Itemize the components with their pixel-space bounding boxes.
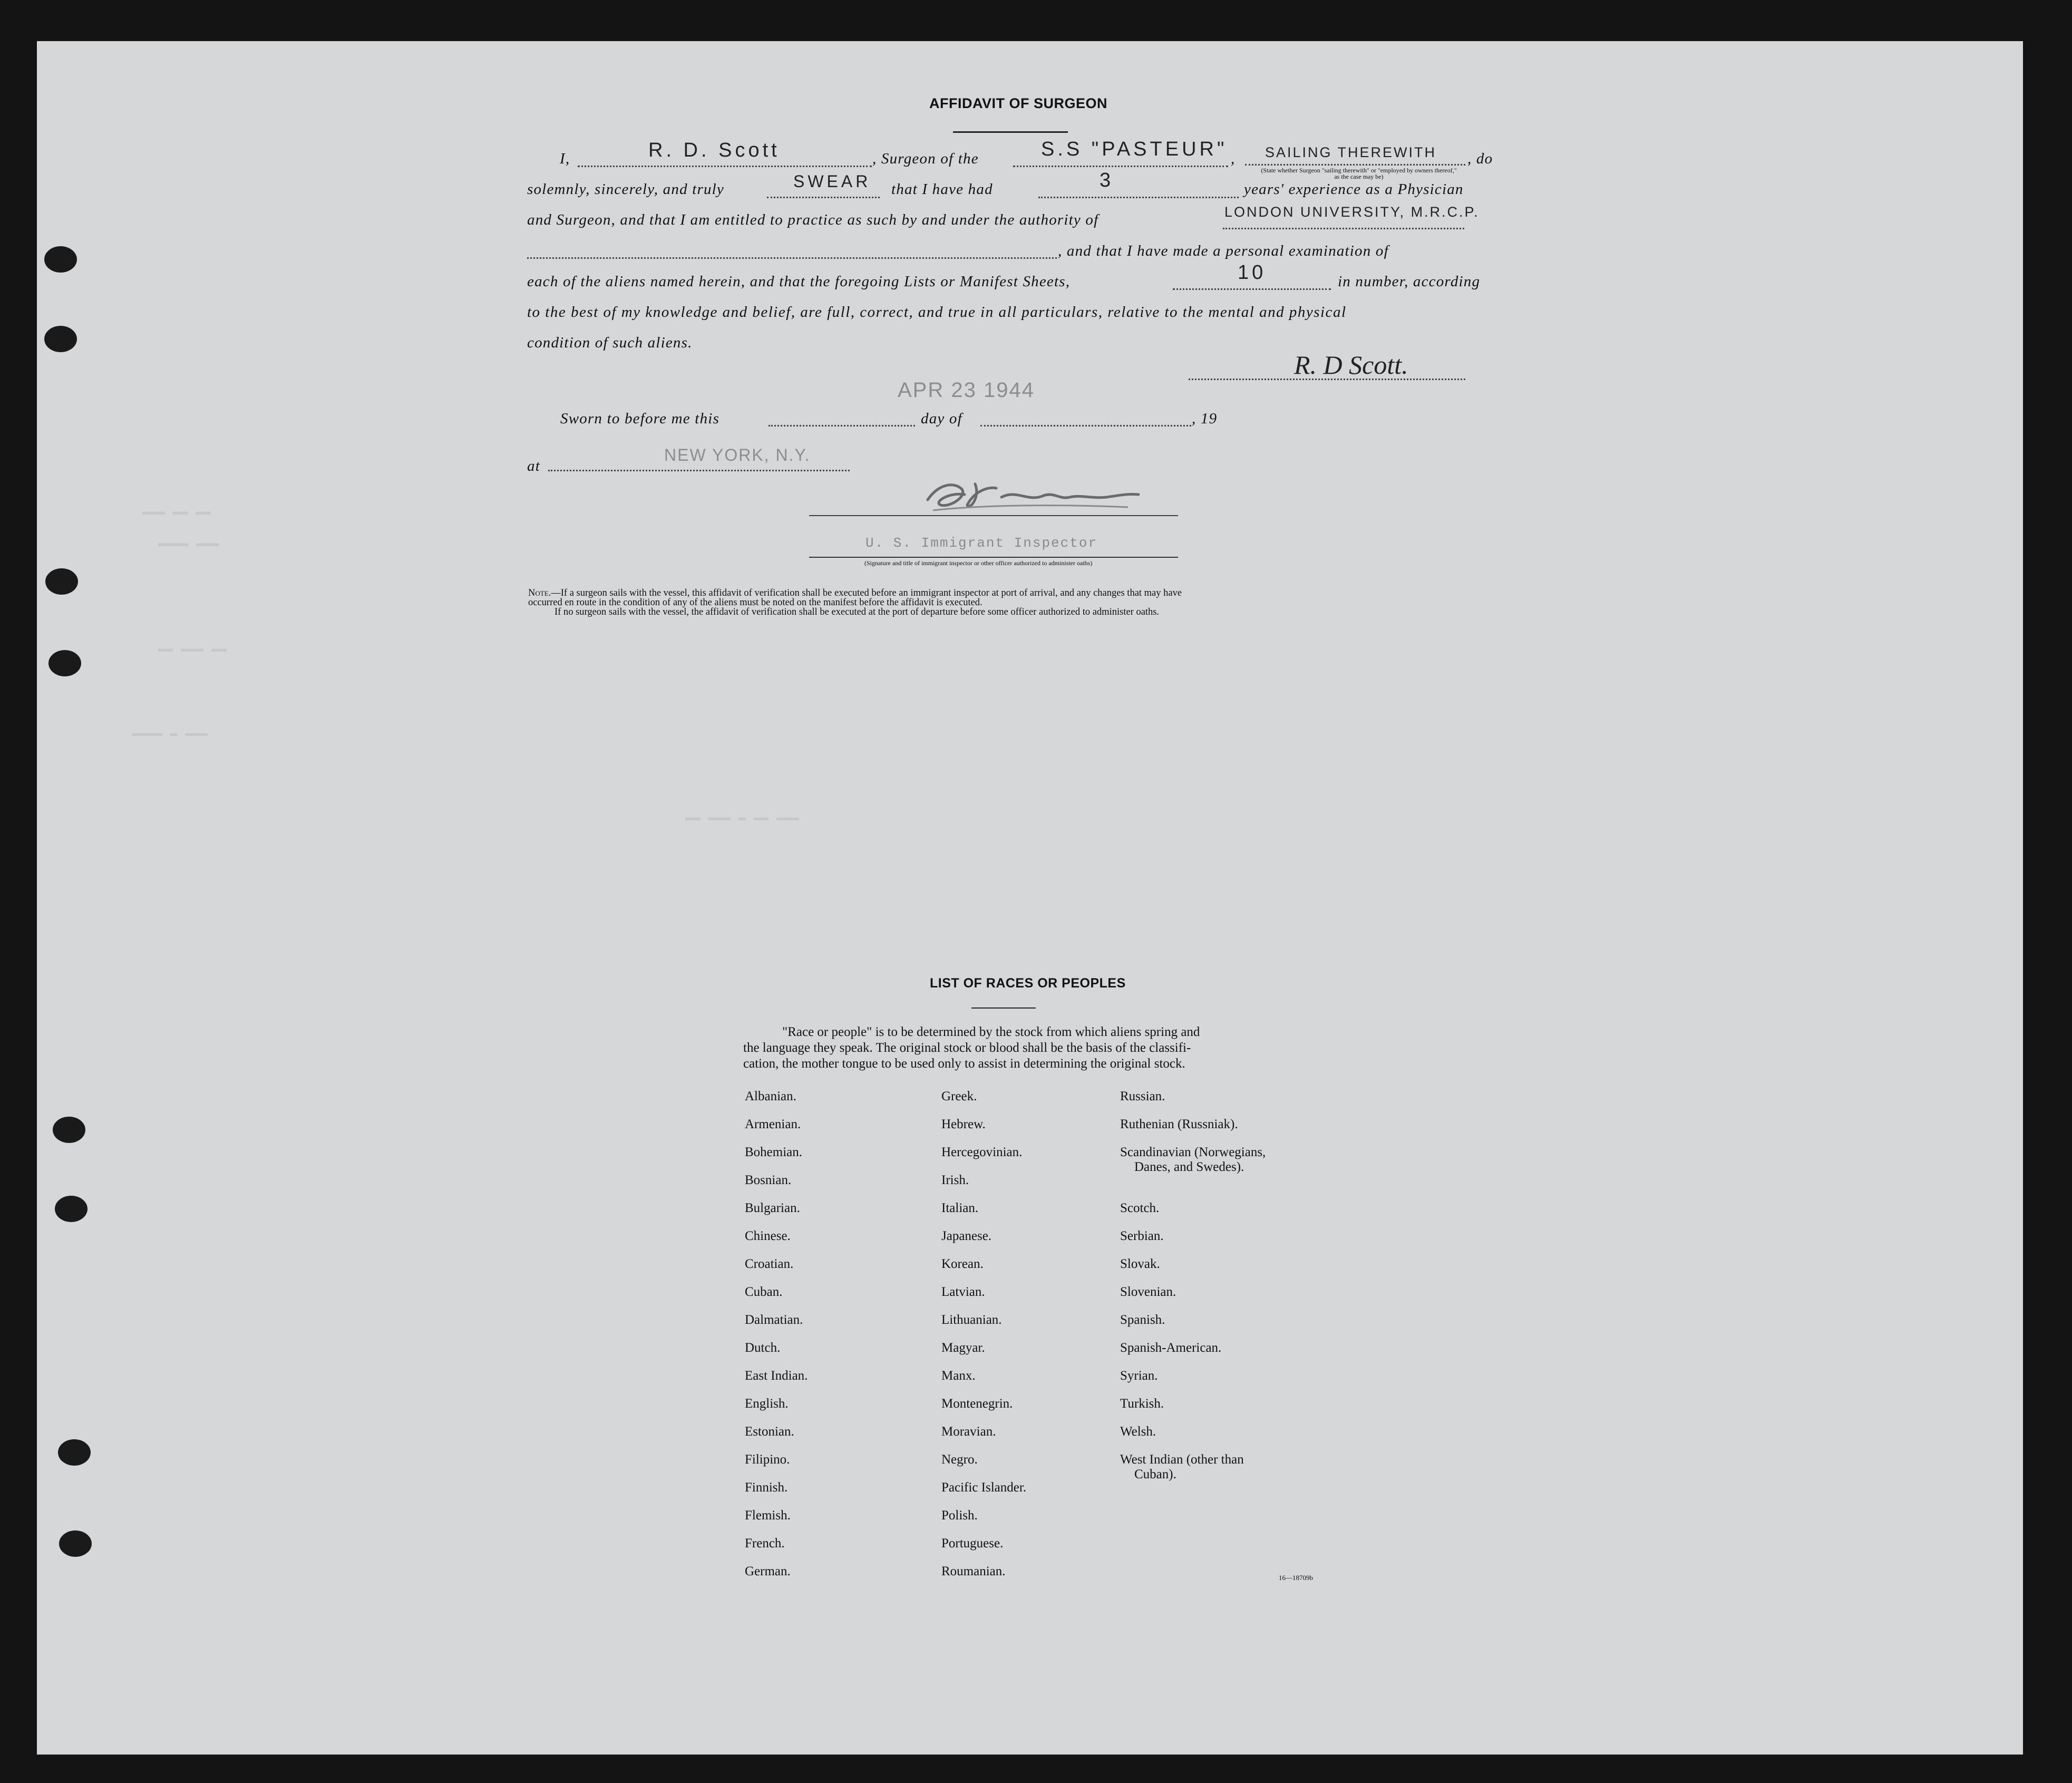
inspector-signature-line — [809, 515, 1178, 516]
authority-continued-field — [527, 257, 1057, 259]
race-item: Albanian. — [745, 1089, 796, 1103]
line7: condition of such aliens. — [527, 334, 693, 351]
race-item: Slovenian. — [1120, 1285, 1176, 1299]
status-note: (State whether Surgeon "sailing therewith" or "employed by owners thereof," as the case may be) — [1261, 167, 1457, 180]
race-item: Estonian. — [745, 1425, 794, 1439]
years-field — [1038, 197, 1239, 198]
line3-prefix: and Surgeon, and that I am entitled to practice as such by and under the authority of — [527, 211, 1099, 228]
race-item: Hebrew. — [941, 1117, 986, 1131]
race-item: Polish. — [941, 1508, 978, 1523]
race-item: West Indian (other than — [1120, 1452, 1244, 1467]
binder-hole — [44, 326, 77, 352]
race-item: Italian. — [941, 1201, 979, 1215]
inspector-title: U. S. Immigrant Inspector — [865, 535, 1098, 551]
race-item: Lithuanian. — [941, 1313, 1002, 1327]
years-value: 3 — [1100, 169, 1114, 191]
race-item: Armenian. — [745, 1117, 801, 1131]
race-item: Dalmatian. — [745, 1313, 803, 1327]
at-field — [548, 470, 850, 471]
race-item: Croatian. — [745, 1257, 794, 1271]
inspector-signature-image — [917, 468, 1170, 516]
race-item: Bohemian. — [745, 1145, 803, 1159]
ship-value: S.S "PASTEUR" — [1041, 138, 1228, 160]
races-title-rule — [971, 1007, 1036, 1009]
binder-hole — [45, 568, 78, 595]
sworn-day-of: day of — [921, 410, 962, 427]
status-value: SAILING THEREWITH — [1265, 144, 1437, 160]
race-item: Moravian. — [941, 1425, 996, 1439]
note-lead: Note. — [528, 588, 551, 598]
race-item: East Indian. — [745, 1369, 808, 1383]
binder-hole — [48, 650, 81, 676]
race-item: Korean. — [941, 1257, 984, 1271]
authority-value: LONDON UNIVERSITY, M.R.C.P. — [1224, 204, 1480, 220]
sworn-month-field — [980, 425, 1191, 427]
line2-prefix: solemnly, sincerely, and truly — [527, 181, 725, 198]
race-item: English. — [745, 1397, 789, 1411]
race-item: Scandinavian (Norwegians, — [1120, 1145, 1266, 1159]
sworn-prefix: Sworn to before me this — [560, 410, 720, 427]
race-item: Syrian. — [1120, 1369, 1158, 1383]
line1-surgeon-of: , Surgeon of the — [872, 150, 979, 167]
line5-suffix: in number, according — [1338, 273, 1481, 290]
race-item: Irish. — [941, 1173, 969, 1187]
race-item: Magyar. — [941, 1341, 985, 1355]
race-item: German. — [745, 1564, 791, 1578]
sheets-field — [1173, 288, 1331, 290]
race-item: Serbian. — [1120, 1229, 1164, 1243]
race-item: Hercegovinian. — [941, 1145, 1023, 1159]
stamp-date: APR 23 1944 — [898, 379, 1035, 402]
race-item: Slovak. — [1120, 1257, 1160, 1271]
binder-hole — [59, 1530, 92, 1557]
race-item: Scotch. — [1120, 1201, 1160, 1215]
race-item: Flemish. — [745, 1508, 791, 1523]
sheets-value: 10 — [1238, 261, 1267, 284]
surgeon-name-field — [578, 166, 872, 167]
line2-suffix: years' experience as a Physician — [1244, 181, 1464, 198]
at-place: NEW YORK, N.Y. — [664, 445, 811, 464]
binder-hole — [55, 1196, 87, 1222]
form-number: 16—18709b — [1279, 1574, 1313, 1582]
race-item: Bulgarian. — [745, 1201, 800, 1215]
binder-hole — [44, 246, 77, 273]
bleed-through-mark: ▬▬▬▬ ▬▬▬ — [158, 537, 219, 551]
note-line3: If no surgeon sails with the vessel, the affidavit of verification shall be executed at the port of departure before some officer authorized to administer oaths. — [555, 607, 1160, 617]
line4-suffix: , and that I have made a personal examination of — [1058, 243, 1389, 259]
binder-hole — [53, 1117, 85, 1143]
line1-prefix: I, — [560, 150, 570, 167]
race-item: Japanese. — [941, 1229, 992, 1243]
line1-do: , do — [1467, 150, 1493, 167]
note-line2: occurred en route in the condition of any of the aliens must be noted on the manifest before the affidavit is executed. — [528, 597, 983, 608]
race-item: Filipino. — [745, 1452, 790, 1467]
bleed-through-mark: ▬▬▬▬ ▬ ▬▬▬ — [132, 726, 208, 741]
race-item: Negro. — [941, 1452, 978, 1467]
bleed-through-mark: ▬▬▬ ▬▬ ▬▬ — [142, 505, 211, 519]
surgeon-signature: R. D Scott. — [1294, 350, 1408, 380]
race-item: Finnish. — [745, 1480, 788, 1495]
title-rule — [953, 131, 1068, 133]
races-intro-line2: the language they speak. The original stock or blood shall be the basis of the classifi- — [743, 1041, 1191, 1055]
race-item: Danes, and Swedes). — [1134, 1160, 1244, 1174]
bleed-through-mark: ▬▬ ▬▬▬ ▬ ▬▬ ▬▬▬ — [685, 811, 800, 825]
line2-middle: that I have had — [891, 181, 993, 198]
status-field — [1245, 164, 1465, 166]
authority-field — [1223, 228, 1464, 229]
race-item: Montenegrin. — [941, 1397, 1013, 1411]
race-item: Spanish-American. — [1120, 1341, 1222, 1355]
race-item: Welsh. — [1120, 1425, 1156, 1439]
race-item: Greek. — [941, 1089, 977, 1103]
race-item: Russian. — [1120, 1089, 1165, 1103]
ship-field — [1013, 166, 1228, 167]
races-intro-line1: "Race or people" is to be determined by the stock from which aliens spring and — [782, 1025, 1200, 1039]
line1-comma: , — [1231, 150, 1236, 167]
race-item: Dutch. — [745, 1341, 781, 1355]
races-intro-line3: cation, the mother tongue to be used only to assist in determining the original stock. — [743, 1057, 1185, 1071]
at-prefix: at — [527, 458, 540, 474]
race-item: Bosnian. — [745, 1173, 792, 1187]
note-line1-text: —If a surgeon sails with the vessel, this affidavit of verification shall be executed before an immigrant inspector at port of arrival, and any changes that may have — [551, 588, 1182, 598]
signature-caption: (Signature and title of immigrant inspector or other officer authorized to administer oaths) — [864, 559, 1093, 567]
races-title: LIST OF RACES OR PEOPLES — [930, 976, 1126, 991]
race-item: Manx. — [941, 1369, 976, 1383]
document-page — [37, 41, 2023, 1755]
race-item: Cuban). — [1134, 1467, 1176, 1481]
race-item: Cuban. — [745, 1285, 783, 1299]
inspector-title-rule — [809, 557, 1178, 558]
note-line1 — [528, 588, 1182, 598]
race-item: Chinese. — [745, 1229, 791, 1243]
race-item: Ruthenian (Russniak). — [1120, 1117, 1238, 1131]
sworn-day-field — [769, 425, 915, 427]
race-item: Pacific Islander. — [941, 1480, 1027, 1495]
sworn-year-prefix: , 19 — [1192, 410, 1218, 427]
surgeon-name-value: R. D. Scott — [648, 139, 780, 161]
oath-value: SWEAR — [793, 172, 871, 191]
oath-field — [767, 197, 880, 198]
race-item: French. — [745, 1536, 785, 1551]
race-item: Roumanian. — [941, 1564, 1006, 1578]
race-item: Turkish. — [1120, 1397, 1164, 1411]
race-item: Latvian. — [941, 1285, 985, 1299]
affidavit-title: AFFIDAVIT OF SURGEON — [929, 95, 1107, 111]
bleed-through-mark: ▬▬ ▬▬▬ ▬▬ — [158, 642, 227, 656]
race-item: Portuguese. — [941, 1536, 1004, 1551]
line6: to the best of my knowledge and belief, are full, correct, and true in all particulars, relative to the mental and physical — [527, 304, 1347, 321]
line5-prefix: each of the aliens named herein, and that the foregoing Lists or Manifest Sheets, — [527, 273, 1071, 290]
binder-hole — [58, 1439, 91, 1466]
race-item: Spanish. — [1120, 1313, 1165, 1327]
